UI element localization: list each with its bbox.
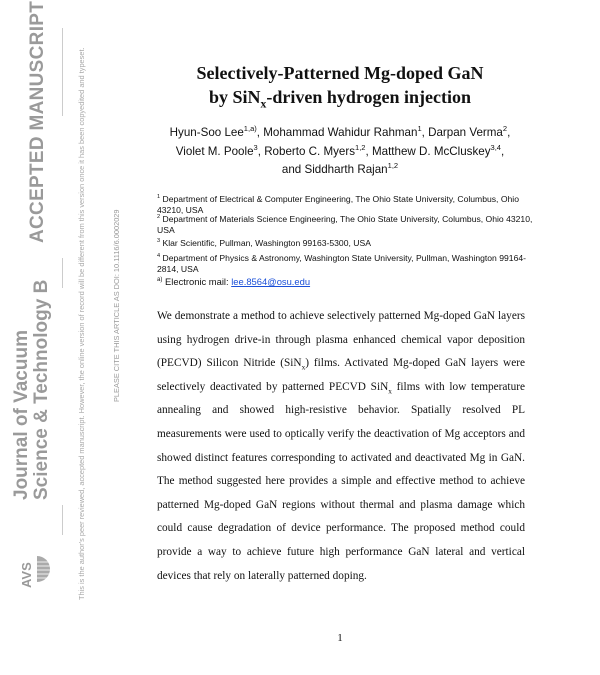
divider [62,258,63,288]
paper-title-line-1: Selectively-Patterned Mg-doped GaN [196,63,484,83]
author-list: Hyun-Soo Lee$^{1,a)}$, Mohammad Wahidur Rahman$^1$, Darpan Verma$^2$, Violet M. Poole$^3$, Roberto C. Myers$^{1,2}$, Matthew D. McCluskey$^{3,4}$, and Siddharth Rajan$^{1,2}$ [169,124,511,176]
journal-name [12,280,52,500]
author: Mohammad Wahidur Rahman [263,126,418,139]
divider [62,505,63,535]
doi-citation: PLEASE CITE THIS ARTICLE AS DOI: 10.1116/6.0002029 [112,209,121,402]
divider [62,28,63,116]
avs-logo [18,545,60,593]
affiliation: $^1$ Department of Electrical & Computer Engineering, The Ohio State University, Columbus, Ohio 43210, USA [157,194,519,215]
journal-line-2: Science & Technology B [31,279,52,500]
disclaimer-text: This is the author's peer reviewed, accepted manuscript. However, the online version of record will be different from this version once it has been copyedited and typeset. [77,47,86,600]
accepted-manuscript-banner: ACCEPTED MANUSCRIPT [27,0,48,243]
email-line: $^{a)}$ Electronic mail: lee.8564@osu.edu [157,275,311,287]
author: Hyun-Soo Lee [169,126,244,139]
svg-text:AVS: AVS [19,562,34,588]
affiliation: $^4$ Department of Physics & Astronomy, Washington State University, Pullman, Washington 99164-2814, USA [157,253,526,274]
author: Matthew D. McCluskey [371,144,491,158]
page-number: 1 [337,632,343,644]
author: Siddharth Rajan [304,163,388,176]
abstract: We demonstrate a method to achieve selectively patterned Mg-doped GaN layers using hydrogen drive-in through plasma enhanced chemical vapor deposition (PECVD) Silicon Nitride (SiN$_x$) films. Activated Mg-doped GaN layers were selectively deactivated by patterned PECVD SiN$_x$ films with low temperature annealing and showed high-resistive behavior. Spatially resolved PL measurements were used to optically verify the deactivation of Mg acceptors and showed distinct features corresponding to activated and deactivated Mg in GaN. The method suggested here provides a simple and effective method to achieve patterned Mg-doped GaN regions without thermal and plasma damage which could cause degradation of device performance. The proposed method could provide a way to achieve future high performance GaN lateral and vertical devices that rely on laterally patterned doping. [157,310,525,582]
email-link[interactable]: lee.8564@osu.edu [231,276,311,287]
journal-line-1: Journal of Vacuum [11,330,32,500]
paper-title-line-2: by SiN$_x$-driven hydrogen injection [208,87,472,111]
author: Roberto C. Myers [264,144,356,158]
affiliation: $^2$ Department of Materials Science Engineering, The Ohio State University, Columbus, Ohio 43210, USA [157,214,533,235]
affiliation: $^3$ Klar Scientific, Pullman, Washington 99163-5300, USA [157,238,371,248]
author: Darpan Verma [428,126,503,139]
author: Violet M. Poole [175,144,254,158]
